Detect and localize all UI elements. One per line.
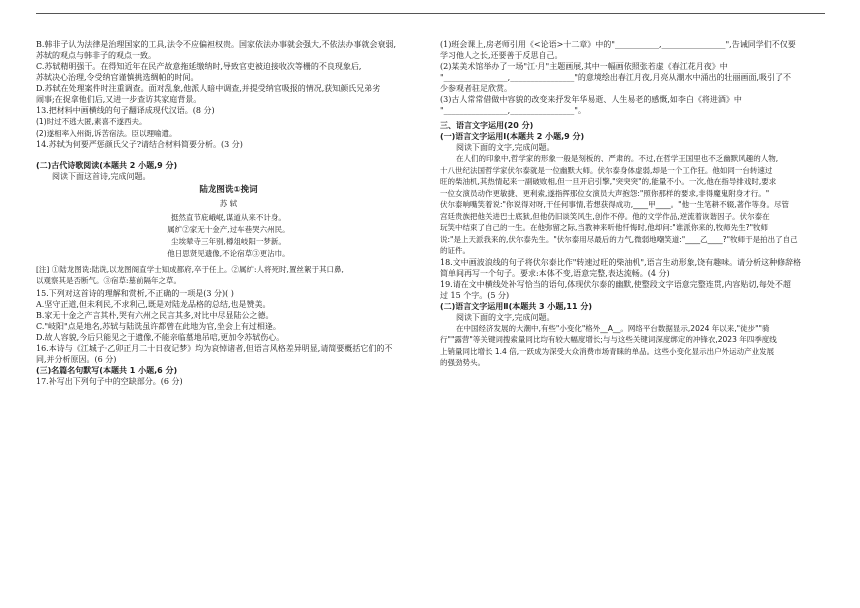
recitation-line: 少参观者驻足欣赏。 <box>440 84 512 93</box>
question-19-line1: 19.请在文中横线处补写恰当的语句,体现伏尔泰的幽默,使整段文字语意完整连贯,内容贴切,每处不超 <box>440 279 791 289</box>
q15-option: B.家无十金之产言其朴,哭有六州之民言其多,对比中尽显陆公之德。 <box>36 311 274 320</box>
recitation-line: (1)班会课上,房老师引用《<论语>十二章》中的"___________,________________",告诫同学们不仅要 <box>440 40 796 49</box>
left-text-line: 14.苏轼为何要严惩颜氏父子?请结合材料简要分析。(3 分) <box>36 140 243 149</box>
recitation-line: (3)古人常常借做中容貌的改变来抒发年华易逝、人生易老的感慨,如李白《将进酒》中 <box>440 95 742 104</box>
passage2-line: 的强劲势头。 <box>440 358 485 367</box>
recitation-line: "________________,________________"的意境绘出春江月夜,月亮从潮水中涌出的壮丽画面,吸引了不 <box>440 73 791 82</box>
q15-option: D.故人容貌,今后只能见之于遗像,不能亲临墓地吊唁,更加令苏轼伤心。 <box>36 333 285 342</box>
poem-line: 属纩②家无十金产,过车巷哭六州民。 <box>167 225 290 234</box>
passage1-line: 在人们的印象中,哲学家的形象一般是刻板的、严肃的。不过,在哲学王国里也不乏幽默风趣的人物, <box>456 154 779 163</box>
poem-title: 陆龙图诜①挽词 <box>199 185 258 195</box>
left-text-line: 闹事;在捉拿他们后,又进一步查访其家庭背景。 <box>36 95 202 104</box>
poem-line: 尘埃辇寺三年别,樽俎岐阳一梦新。 <box>171 237 286 246</box>
subsection-1-intro: 阅读下面的文字,完成问题。 <box>456 143 555 152</box>
left-text-line: (1)时过不逃大匿,素喜不遂西夫。 <box>36 117 147 126</box>
passage1-line: 宫廷贵族把他关进巴士底狱,但他仍旧谈笑风生,创作不停。他的文学作品,逆流着诙谐因子。伏尔泰在 <box>440 211 770 221</box>
passage2-line: 行""露营"等关键词搜索量同比均有较大幅度增长;与与这些关键词深度绑定的冲锋衣,2023 年四季度线 <box>440 335 777 344</box>
poem-note: [注] ①陆龙图诜:陆诜,以龙图阁直学士知成都府,卒于任上。②属纩:人将死时,置丝絮于其口鼻, <box>36 265 344 274</box>
question-16-line2: 同,并分析原因。(6 分) <box>36 355 117 364</box>
poem-author: 苏 轼 <box>219 199 238 208</box>
poem-line: 挺然直节庇峨岷,谋道从来不计身。 <box>171 213 286 222</box>
left-text-line: B.韩非子认为法律是治理国家的工具,法令不应偏袒权贵。国家依法办事就会强大,不依法办事就会衰弱, <box>36 40 397 49</box>
question-16-line1: 16.本诗与《江城子·乙卯正月二十日夜记梦》均为哀悼诸者,但语言风格差异明显,请简要概括它们的不 <box>36 344 393 353</box>
passage1-line: 伏尔泰响嘴笑着说:"你说得对呀,干任何事情,若想获得成功,____甲____。"他一生笔耕不辍,著作等身。尽管 <box>440 200 789 209</box>
passage1-line: 一位女演员动作更敏捷、更利索,遂指挥那位女演员大声抱怨:"照你那样的要求,非得魔鬼附身才行。" <box>440 188 770 198</box>
passage1-line: 玩笑中结束了自己的一生。在他弥留之际,当教神来听他忏悔时,他却问:"谁派你来的,牧师先生?"牧师 <box>440 223 769 232</box>
passage1-line: 的证件。 <box>440 246 470 255</box>
passage1-line: 十八世纪法国哲学家伏尔泰就是一位幽默大师。伏尔泰身体虚弱,却是一个工作狂。他如同一台转速过 <box>440 165 773 175</box>
section-ancient-poetry-title: (二)古代诗歌阅读(本题共 2 小题,9 分) <box>36 161 178 170</box>
question-17: 17.补写出下列句子中的空缺部分。(6 分) <box>36 377 183 386</box>
passage1-line: 说:"是上天派我来的,伏尔泰先生。"伏尔泰用尽最后的力气,微弱地嘲笑道:"____乙____?"牧师于是拍出了自己 <box>440 234 798 244</box>
q15-option: C."岐阳"点是地名,苏轼与陆诜虽许都曾在此地为官,坐会上有过相逢。 <box>36 322 281 331</box>
top-rule <box>36 13 825 14</box>
left-text-line: 苏轼决心治理,令受纳官谨慎挑选绸帕的时间。 <box>36 73 199 82</box>
poem-line: 他日思贤见遗像,不论宿草③更沾巾。 <box>167 249 290 258</box>
section-recitation-title: (三)名篇名句默写(本题共 1 小题,6 分) <box>36 366 178 375</box>
recitation-line: "________________,________________"。 <box>440 106 586 115</box>
poetry-intro: 阅读下面这首诗,完成问题。 <box>52 172 151 181</box>
passage2-line: 在中国经济发展的大潮中,有些"小变化"格外__A__。网络平台数据显示,2024 年以来,"徒步""骑 <box>456 323 770 333</box>
left-text-line: 13.把材料中画横线的句子翻译成现代汉语。(8 分) <box>36 106 215 115</box>
left-text-line: (2)遂相率入州衙,诉苦宿法。臣以理喻遣。 <box>36 128 177 138</box>
left-column <box>36 39 421 387</box>
subsection-2-intro: 阅读下面的文字,完成问题。 <box>456 312 555 322</box>
question-15: 15.下列对这首诗的理解和赏析,不正确的一项是(3 分)( ) <box>36 289 234 298</box>
right-column <box>440 39 825 369</box>
question-18-line2: 简单间再写一个句子。要求:本体不变,语意完整,表达流畅。(4 分) <box>440 268 670 278</box>
left-text-line: 苏轼的观点与韩非子的观点一致。 <box>36 51 156 60</box>
recitation-line: 学习他人之长,还要善于反思自己。 <box>440 51 563 60</box>
subsection-language-1: (一)语言文字运用Ⅰ(本题共 2 小题,9 分) <box>440 132 585 141</box>
poem-note: 以观察其是否断气。③宿草:墓前隔年之草。 <box>36 276 182 285</box>
section-language-use: 三、语言文字运用(20 分) <box>440 121 534 130</box>
left-text-line: D.苏轼在处理案件时注重调查。面对乱象,他派人暗中调查,并提受纳官吸报的情况,获知颜氏兄弟劣 <box>36 84 381 93</box>
recitation-line: (2)某美术馆举办了一场"江·月"主题画展,其中一幅画依照张若虚《春江花月夜》中 <box>440 62 728 71</box>
question-18-line1: 18.文中画波浪线的句子将伏尔泰比作"转速过旺的柴油机",语言生动形象,饶有趣味。请分析这种修辞格 <box>440 257 802 267</box>
passage2-line: 上销量同比增长 1.4 倍,一跃成为深受大众消费市场青睐的单品。这些小变化显示出户外运动产业发展 <box>440 346 775 356</box>
q15-option: A.坚守正道,但未利民,不求利己,既是对陆龙品格的总结,也是赞美。 <box>36 300 271 309</box>
left-text-line: C.苏轼精明强干。在得知近年在民产故意拖延缴纳时,导致官吏被迫接收次等栅的不良现象后, <box>36 62 362 71</box>
passage1-line: 旺的柴油机,其热情起来一副破败相,但一旦开启引擎,"突突突"的,能量不小。一次,他在指导排戏时,要求 <box>440 177 777 186</box>
subsection-language-2: (二)语言文字运用Ⅱ(本题共 3 小题,11 分) <box>440 301 592 311</box>
question-19-line2: 过 15 个字。(5 分) <box>440 290 510 300</box>
